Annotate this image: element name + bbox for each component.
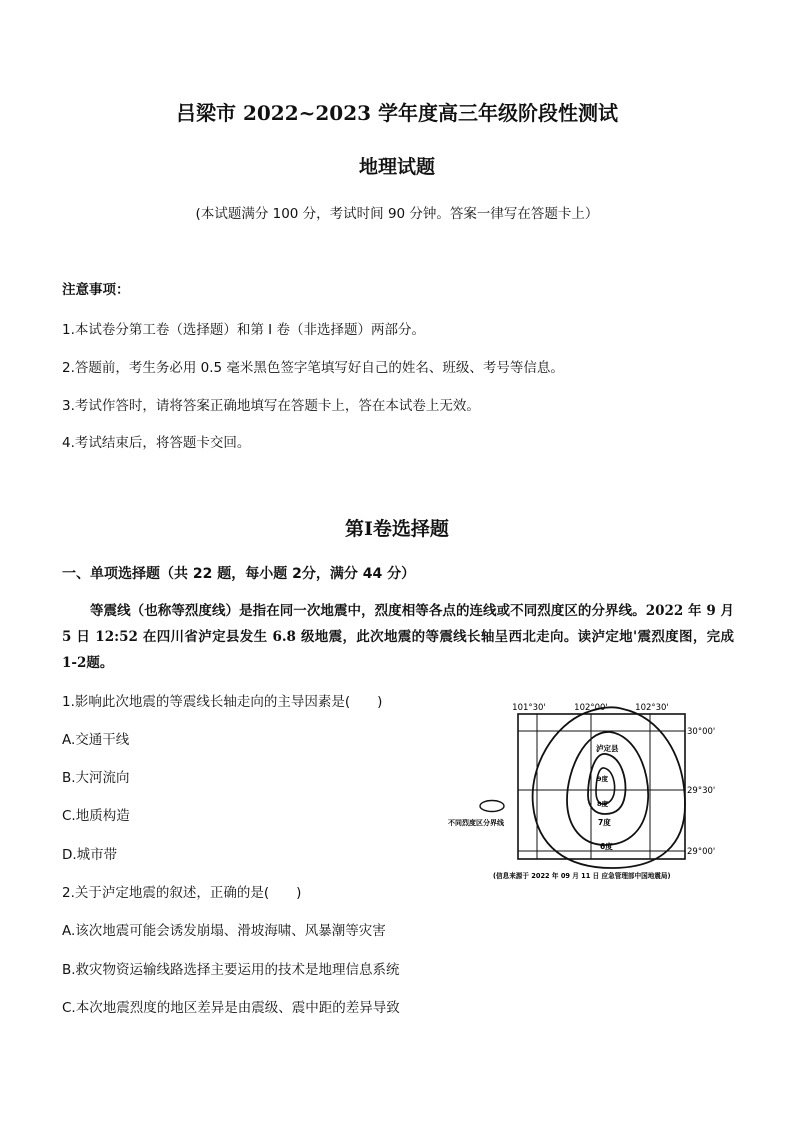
lat-label: 29°00' (687, 847, 716, 857)
notice-item: 1.本试卷分第工卷（选择题）和第 I 卷（非选择题）两部分。 (62, 322, 425, 338)
lat-label: 29°30' (687, 786, 716, 796)
map-source: (信息来源于 2022 年 09 月 11 日 应急管理部中国地震局) (493, 872, 671, 880)
intensity-label: 8度 (597, 800, 609, 808)
notice-heading: 注意事项： (62, 282, 130, 298)
question-option: B.大河流向 (62, 770, 130, 786)
question-option: A.该次地震可能会诱发崩塌、滑坡海啸、风暴潮等灾害 (62, 923, 386, 939)
question-intro: 等震线（也称等烈度线）是指在同一次地震中，烈度相等各点的连线或不同烈度区的分界线。2022 年 9 月 5 日 12:52 在四川省泸定县发生 6.8 级地震，此次地震的等震线长轴呈西北走向。读泸定地'震烈度图，完成 1-2题。 (62, 603, 734, 671)
question-option: D.城市带 (62, 847, 118, 863)
question-option: C.地质构造 (62, 808, 130, 824)
section-heading: 一、单项选择题（共 22 题，每小题 2分，满分 44 分） (62, 566, 416, 582)
lon-label: 101°30' (512, 703, 546, 713)
question-stem: 1.影响此次地震的等震线长轴走向的主导因素是( ) (62, 694, 383, 710)
legend-symbol (480, 801, 504, 812)
part-title: 第Ⅰ卷选择题 (345, 518, 449, 540)
question-option: B.救灾物资运输线路选择主要运用的技术是地理信息系统 (62, 962, 400, 978)
exam-note: (本试题满分 100 分，考试时间 90 分钟。答案一律写在答题卡上） (195, 206, 599, 222)
notice-item: 2.答题前，考生务必用 0.5 毫米黑色签字笔填写好自己的姓名、班级、考号等信息。 (62, 360, 564, 376)
notice-item: 3.考试作答时，请将答案正确地填写在答题卡上，答在本试卷上无效。 (62, 398, 480, 414)
intensity-label: 9度 (597, 775, 609, 783)
lon-label: 102°00' (574, 703, 608, 713)
intensity-map-figure (445, 695, 745, 885)
intensity-label: 6度 (600, 842, 613, 851)
question-stem: 2.关于泸定地震的叙述，正确的是( ) (62, 885, 302, 901)
legend-label: 不同烈度区分界线 (448, 819, 504, 827)
lon-label: 102°30' (635, 703, 669, 713)
question-option: C.本次地震烈度的地区差异是由震级、震中距的差异导致 (62, 1000, 400, 1016)
lat-label: 30°00' (687, 727, 716, 737)
notice-item: 4.考试结束后，将答题卡交回。 (62, 435, 251, 451)
place-label: 泸定县 (596, 744, 619, 753)
isoseismal-9-line (596, 768, 615, 804)
intensity-map (445, 695, 745, 885)
intensity-label: 7度 (598, 818, 611, 827)
question-option: A.交通干线 (62, 732, 130, 748)
document-title: 吕梁市 2022~2023 学年度高三年级阶段性测试 (175, 101, 618, 125)
subject-title: 地理试题 (358, 156, 435, 178)
